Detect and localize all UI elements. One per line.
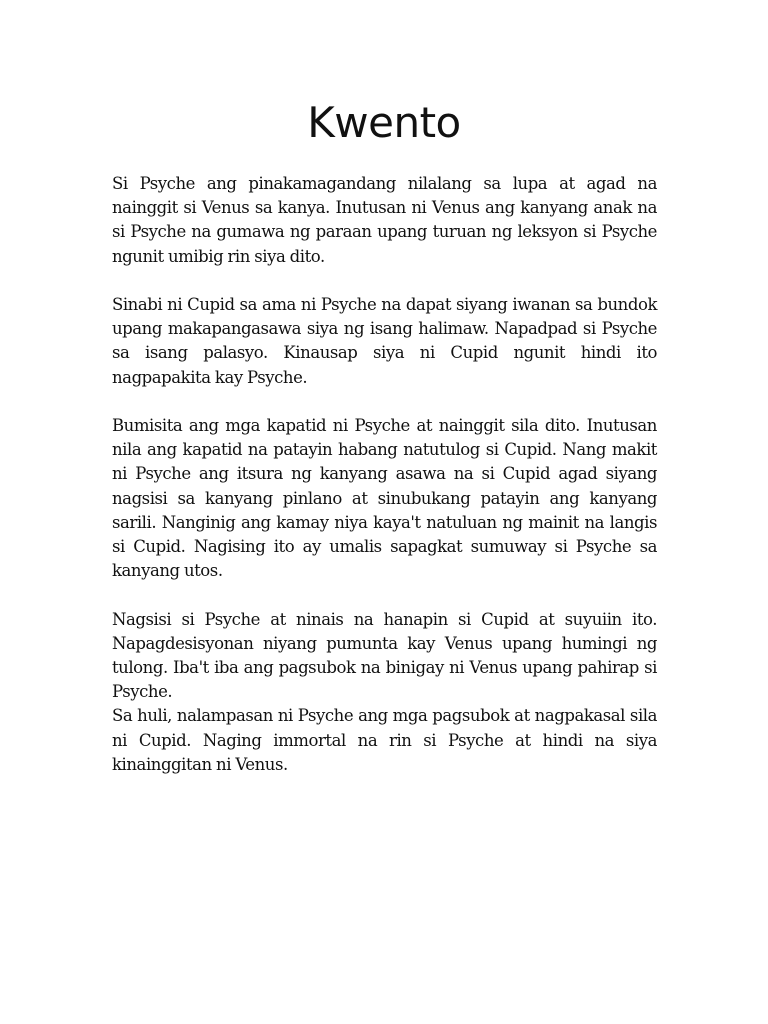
paragraph-1: Si Psyche ang pinakamagandang nilalang sa lupa at agad na nainggit si Venus sa kanya. Inutusan ni Venus ang kanyang anak na si Psyche na gumawa ng paraan upang turuan ng leksyon si Psyche ngunit umibig rin siya dito. bbox=[112, 174, 657, 266]
paragraph-3: Bumisita ang mga kapatid ni Psyche at nainggit sila dito. Inutusan nila ang kapatid na patayin habang natutulog si Cupid. Nang makit ni Psyche ang itsura ng kanyang asawa na si Cupid agad siyang nagsisi sa kanyang pinlano at sinubukang patayin ang kanyang sarili. Nanginig ang kamay niya kaya't natuluan ng mainit na langis si Cupid. Nagising ito ay umalis sapagkat sumuway si Psyche sa kanyang utos. bbox=[112, 416, 657, 581]
paragraph-4: Nagsisi si Psyche at ninais na hanapin si Cupid at suyuiin ito. Napagdesisyonan niyang pumunta kay Venus upang humingi ng tulong. Iba't iba ang pagsubok na binigay ni Venus upang pahirap si Psyche. bbox=[112, 609, 657, 702]
paragraph-2: Sinabi ni Cupid sa ama ni Psyche na dapat siyang iwanan sa bundok upang makapangasawa siya ng isang halimaw. Napadpad si Psyche sa isang palasyo. Kinausap siya ni Cupid ngunit hindi ito nagpapakita kay Psyche. bbox=[112, 295, 657, 387]
document-title: Kwento bbox=[307, 98, 461, 147]
document-body bbox=[112, 172, 657, 777]
paragraph-5: Sa huli, nalampasan ni Psyche ang mga pagsubok at nagpakasal sila ni Cupid. Naging immortal na rin si Psyche at hindi na siya kinainggitan ni Venus. bbox=[112, 706, 657, 774]
